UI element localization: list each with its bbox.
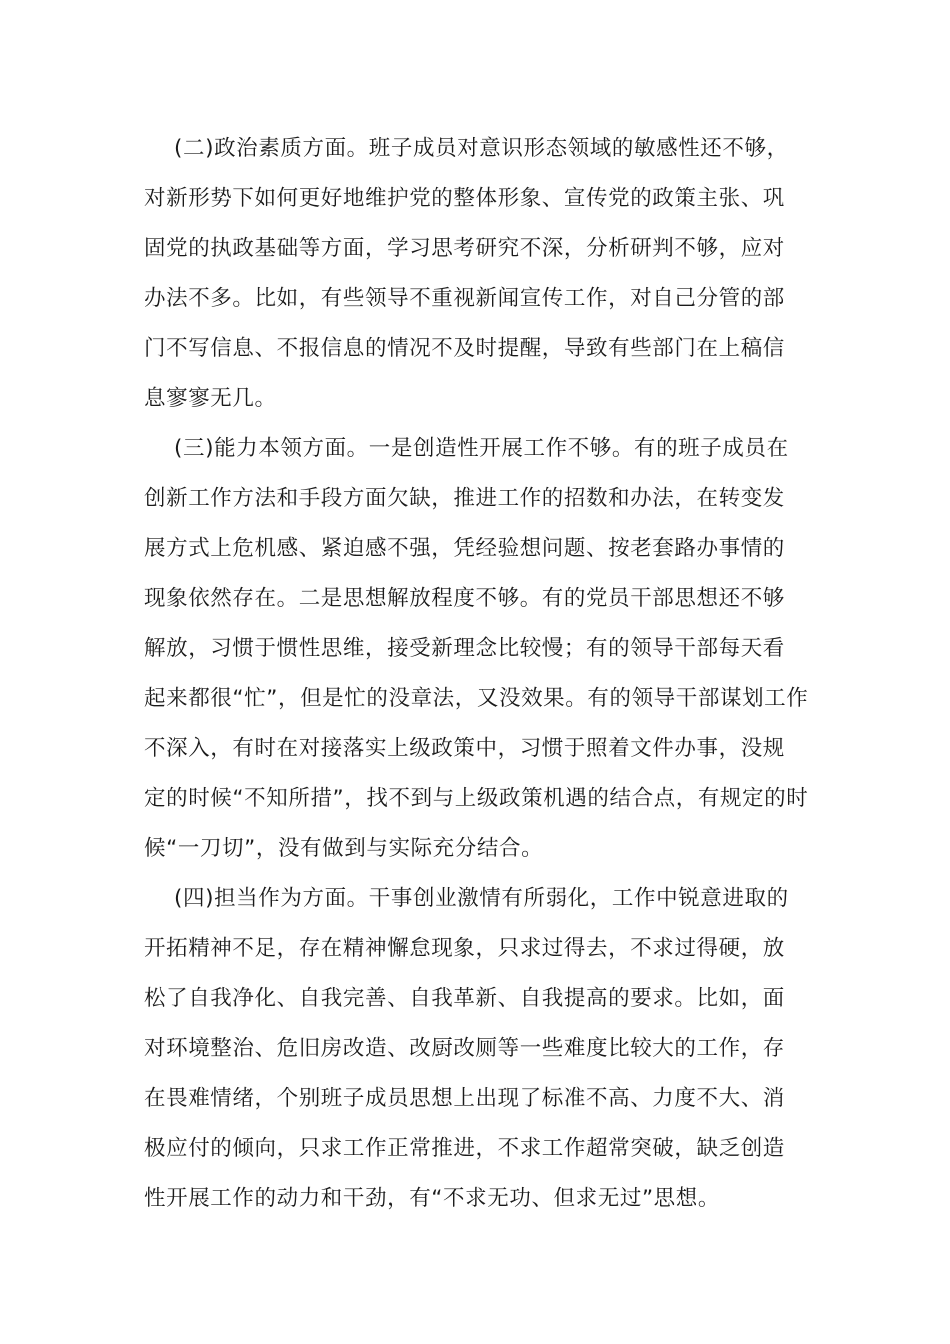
paragraph-ability <box>144 424 808 874</box>
text-line: 展方式上危机感、紧迫感不强，凭经验想问题、按老套路办事情的 <box>144 536 785 561</box>
text-line: 创新工作方法和手段方面欠缺，推进工作的招数和办法，在转变发 <box>144 486 785 511</box>
text-line: 起来都很“忙”，但是忙的没章法，又没效果。有的领导干部谋划工作 <box>144 686 809 711</box>
text-line: 松了自我净化、自我完善、自我革新、自我提高的要求。比如，面 <box>144 986 785 1011</box>
text-line: 门不写信息、不报信息的情况不及时提醒，导致有些部门在上稿信 <box>144 336 785 361</box>
text-line: (二)政治素质方面。班子成员对意识形态领域的敏感性还不够， <box>174 136 789 161</box>
text-line: 现象依然存在。二是思想解放程度不够。有的党员干部思想还不够 <box>144 586 785 611</box>
document-body <box>144 124 808 1224</box>
text-line: 开拓精神不足，存在精神懈怠现象，只求过得去，不求过得硬，放 <box>144 936 785 961</box>
text-line: (四)担当作为方面。干事创业激情有所弱化，工作中锐意进取的 <box>174 886 789 911</box>
text-line: 性开展工作的动力和干劲，有“不求无功、但求无过”思想。 <box>144 1186 720 1211</box>
text-line: 固党的执政基础等方面，学习思考研究不深，分析研判不够，应对 <box>144 236 785 261</box>
text-line: 极应付的倾向，只求工作正常推进，不求工作超常突破，缺乏创造 <box>144 1136 785 1161</box>
text-line: 在畏难情绪，个别班子成员思想上出现了标准不高、力度不大、消 <box>144 1086 785 1111</box>
text-line: 定的时候“不知所措”，找不到与上级政策机遇的结合点，有规定的时 <box>144 786 809 811</box>
text-line: 候“一刀切”，没有做到与实际充分结合。 <box>144 836 544 861</box>
paragraph-political-quality <box>144 124 808 424</box>
text-line: 对环境整治、危旧房改造、改厨改厕等一些难度比较大的工作，存 <box>144 1036 785 1061</box>
text-line: 不深入，有时在对接落实上级政策中，习惯于照着文件办事，没规 <box>144 736 785 761</box>
text-line: 解放，习惯于惯性思维，接受新理念比较慢；有的领导干部每天看 <box>144 636 785 661</box>
paragraph-responsibility <box>144 874 808 1224</box>
text-line: 对新形势下如何更好地维护党的整体形象、宣传党的政策主张、巩 <box>144 186 785 211</box>
text-line: 办法不多。比如，有些领导不重视新闻宣传工作，对自己分管的部 <box>144 286 785 311</box>
text-line: (三)能力本领方面。一是创造性开展工作不够。有的班子成员在 <box>174 436 789 461</box>
text-line: 息寥寥无几。 <box>144 386 277 411</box>
